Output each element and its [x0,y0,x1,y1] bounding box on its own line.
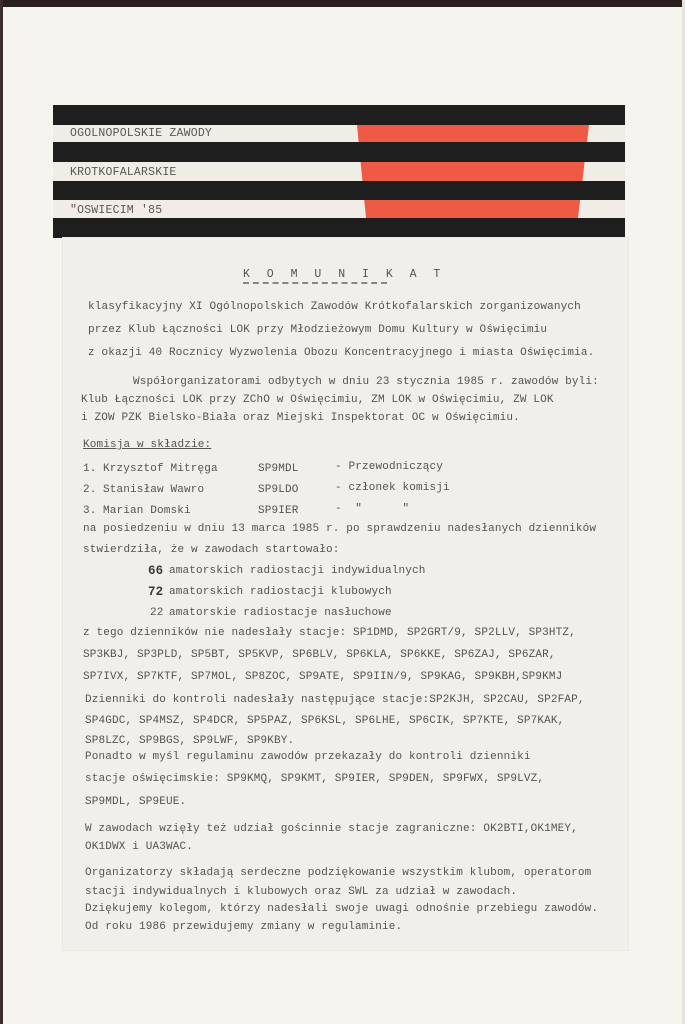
thanks-line: Dziękujemy kolegom, którzy nadesłali swoje uwagi odnośnie przebiegu zawodów. [85,903,599,915]
member-number: 2. [83,484,97,496]
control-logs-line: SP8LZC, SP9BGS, SP9LWF, SP9KBY. [85,735,295,747]
foreign-stations-line: OK1DWX i UA3WAC. [85,841,194,853]
binder-top-edge [0,0,685,7]
count-number: 22 [150,607,164,619]
count-text: amatorskie radiostacje nasłuchowe [169,607,392,619]
member-number: 3. [83,505,97,517]
black-stripe [53,218,625,238]
intro-line: z okazji 40 Rocznicy Wyzwolenia Obozu Koncentracyjnego i miasta Oświęcimia. [88,347,595,359]
control-logs-line: SP4GDC, SP4MSZ, SP4DCR, SP5PAZ, SP6KSL, SP6LHE, SP6CIK, SP7KTE, SP7KAK, [85,715,565,727]
thanks-line: stacji indywidualnych i klubowych oraz SWL za udział w zawodach. [85,886,518,898]
banner-line-1: OGOLNOPOLSKIE ZAWODY [70,127,213,140]
member-role: - Przewodniczący [335,461,444,473]
red-trapezoid [357,125,589,218]
control-logs-line: SP9MDL, SP9EUE. [85,796,187,808]
member-callsign: SP9MDL [258,463,299,475]
count-text: amatorskich radiostacji klubowych [169,586,392,598]
missing-logs-line: SP7IVX, SP7KTF, SP7MOL, SP8ZOC, SP9ATE, SP9IIN/9, SP9KAG, SP9KBH,SP9KMJ [83,671,563,683]
control-logs-line: Ponadto w myśl regulaminu zawodów przekazały do kontroli dzienniki [85,751,531,763]
intro-line: klasyfikacyjny XI Ogólnopolskich Zawodów Krótkofalarskich zorganizowanych [88,301,581,313]
control-logs-line: Dzienniki do kontroli nadesłały następujące stacje:SP2KJH, SP2CAU, SP2FAP, [85,694,585,706]
control-logs-line: stacje oświęcimskie: SP9KMQ, SP9KMT, SP9IER, SP9DEN, SP9FWX, SP9LVZ, [85,773,545,785]
member-number: 1. [83,463,97,475]
black-stripe [53,105,625,125]
black-stripe [53,181,625,200]
missing-logs-line: z tego dzienników nie nadesłały stacje: SP1DMD, SP2GRT/9, SP2LLV, SP3HTZ, [83,627,576,639]
count-number: 66 [148,564,164,578]
meeting-line: stwierdziła, że w zawodach startowało: [83,544,340,556]
document-title: K O M U N I K A T [243,268,446,281]
coorganizers-line: i ZOW PZK Bielsko-Biała oraz Miejski Inspektorat OC w Oświęcimiu. [81,412,520,424]
member-callsign: SP9IER [258,505,299,517]
black-stripe [53,142,625,162]
count-text: amatorskich radiostacji indywidualnych [169,565,426,577]
intro-line: przez Klub Łączności LOK przy Młodzieżowym Domu Kultury w Oświęcimiu [88,324,548,336]
typed-communique-sheet [63,238,628,950]
member-callsign: SP9LDO [258,484,299,496]
foreign-stations-line: W zawodach wzięły też udział gościnnie stacje zagraniczne: OK2BTI,OK1MEY, [85,823,578,835]
count-number: 72 [148,585,164,599]
commission-heading: Komisja w składzie: [83,439,212,451]
member-role: - członek komisji [335,482,450,494]
header-banner [53,105,625,238]
member-name: Krzysztof Mitręga [103,463,218,475]
meeting-line: na posiedzeniu w dniu 13 marca 1985 r. po sprawdzeniu nadesłanych dzienników [83,523,597,535]
banner-line-2: KROTKOFALARSKIE [70,166,177,179]
coorganizers-line: Klub Łączności LOK przy ZChO w Oświęcimiu, ZM LOK w Oświęcimiu, ZW LOK [81,394,554,406]
coorganizers-line: Współorganizatorami odbytych w dniu 23 stycznia 1985 r. zawodów byli: [133,376,599,388]
thanks-line: Od roku 1986 przewidujemy zmiany w regulaminie. [85,921,403,933]
thanks-line: Organizatorzy składają serdeczne podziękowanie wszystkim klubom, operatorom [85,867,592,879]
missing-logs-line: SP3KBJ, SP3PLD, SP5BT, SP5KVP, SP6BLV, SP6KLA, SP6KKE, SP6ZAJ, SP6ZAR, [83,649,556,661]
member-name: Stanisław Wawro [103,484,205,496]
title-underline [243,282,387,284]
member-name: Marian Domski [103,505,191,517]
banner-line-3: "OSWIECIM '85 [70,204,163,217]
member-role: - " " [335,503,410,515]
